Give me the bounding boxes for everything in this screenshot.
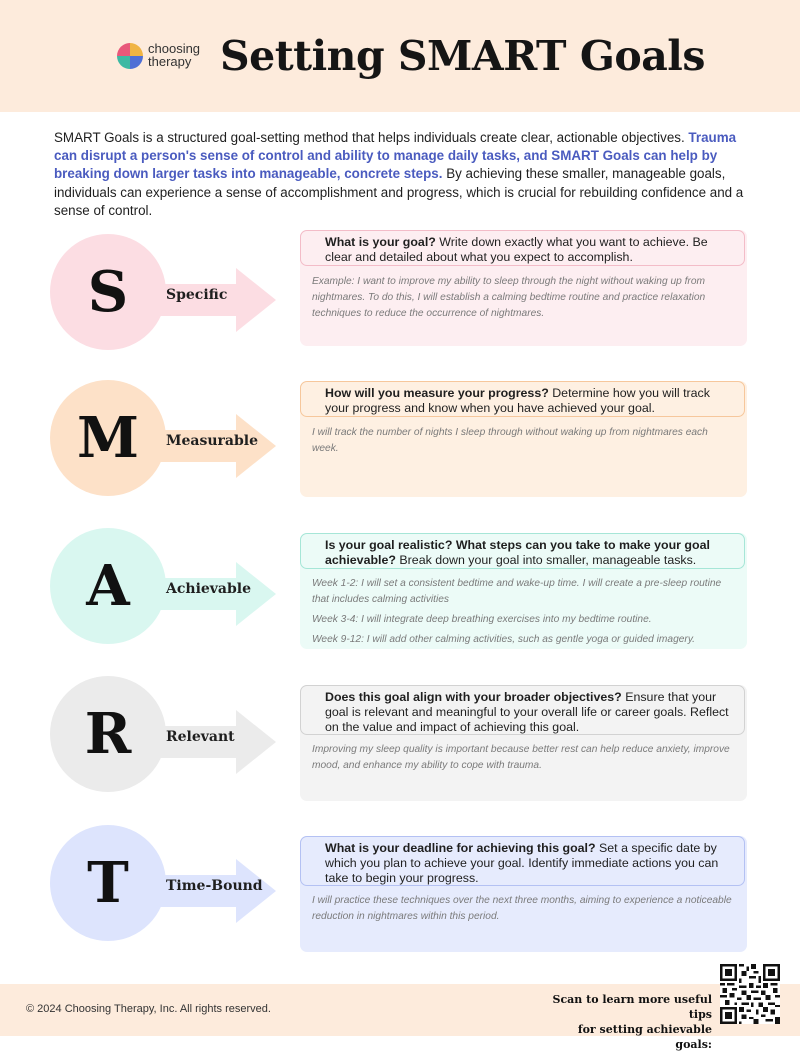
word-specific: Specific [166, 287, 228, 303]
answer-line: Week 9-12: I will add other calming activities, such as gentle yoga or guided imagery. [312, 634, 695, 645]
question-box-achievable [300, 533, 745, 569]
answer-text-time-bound [312, 893, 737, 929]
letter-m: M [77, 405, 139, 471]
intro-text-1: SMART Goals is a structured goal-setting method that helps individuals create clear, actionable objectives. [54, 130, 685, 145]
letter-s: S [87, 259, 129, 325]
intro-paragraph [54, 129, 748, 220]
question-box-time-bound [300, 836, 745, 886]
question-bold: What is your deadline for achieving this goal? [325, 841, 596, 855]
logo-wordmark [148, 42, 200, 68]
letter-a: A [86, 553, 130, 619]
question-bold: Is your goal realistic? What steps can you take to make your goal achievable? [325, 538, 710, 568]
answer-text-measurable [312, 425, 737, 461]
word-time-bound: Time-Bound [166, 878, 263, 894]
word-measurable: Measurable [166, 433, 258, 449]
logo-line-2: therapy [148, 54, 192, 69]
qr-code-icon[interactable] [720, 964, 780, 1024]
question-bold: Does this goal align with your broader objectives? [325, 690, 622, 704]
answer-text-specific [312, 274, 737, 326]
answer-line: Example: I want to improve my ability to sleep through the night without waking up from nightmares. To do this, I will establish a calming bedtime routine and practice relaxation techniques to reduce the occurrence of nightmares. [312, 276, 706, 319]
letter-r: R [84, 701, 132, 767]
scan-line-2: for setting achievable goals: [577, 1023, 712, 1051]
question-box-specific [300, 230, 745, 266]
answer-text-achievable [312, 576, 737, 652]
answer-text-relevant [312, 742, 737, 778]
scan-prompt [540, 992, 712, 1052]
answer-line: Week 1-2: I will set a consistent bedtime and wake-up time. I will create a pre-sleep routine that includes calming activities [312, 578, 722, 605]
copyright-text: © 2024 Choosing Therapy, Inc. All rights reserved. [26, 1003, 271, 1015]
question-rest: Break down your goal into smaller, manageable tasks. [399, 553, 697, 568]
page-title: Setting SMART Goals [220, 32, 705, 80]
word-relevant: Relevant [166, 729, 235, 745]
question-bold: What is your goal? [325, 235, 436, 249]
answer-line: Improving my sleep quality is important because better rest can help reduce anxiety, improve mood, and enhance my ability to cope with trauma. [312, 744, 730, 771]
logo-line-1: choosing [148, 41, 201, 56]
choosing-therapy-logo-icon [116, 42, 144, 70]
question-bold: How will you measure your progress? [325, 386, 549, 400]
question-rest: Set a specific date by which you plan to achieve your goal. Identify immediate actions you can take to begin your progress. [325, 841, 719, 886]
question-rest: Write down exactly what you want to achieve. Be clear and detailed about what you expect to accomplish. [325, 235, 708, 265]
scan-line-1: Scan to learn more useful tips [552, 993, 712, 1021]
letter-t: T [87, 850, 129, 916]
question-box-measurable [300, 381, 745, 417]
answer-line: Week 3-4: I will integrate deep breathing exercises into my bedtime routine. [312, 614, 652, 625]
answer-line: I will track the number of nights I sleep through without waking up from nightmares each week. [312, 427, 708, 454]
question-rest: Determine how you will track your progress and know when you have achieved your goal. [325, 386, 710, 416]
intro-highlight: Trauma can disrupt a person's sense of control and ability to manage daily tasks, and SMART Goals can help by breaking down larger tasks into manageable, concrete steps. [54, 130, 737, 182]
intro-text-2: By achieving these smaller, manageable goals, individuals can experience a sense of accomplishment and progress, which is crucial for rebuilding confidence and a sense of control. [54, 166, 744, 218]
question-rest: Ensure that your goal is relevant and meaningful to your overall life or career goals. Reflect on the value and impact of achieving this goal. [325, 690, 729, 735]
word-achievable: Achievable [166, 581, 252, 597]
question-box-relevant [300, 685, 745, 735]
answer-line: I will practice these techniques over the next three months, aiming to experience a noticeable reduction in nightmares within this period. [312, 895, 732, 922]
